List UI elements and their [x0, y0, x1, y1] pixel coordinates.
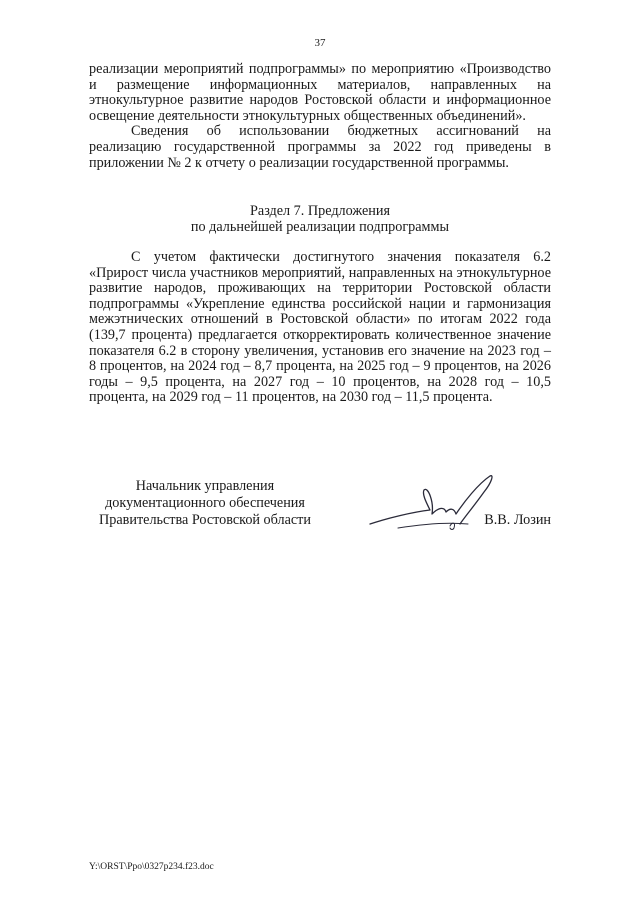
- signatory-position-line1: Начальник управления: [135, 478, 275, 494]
- signatory-position-line2: документационного обеспечения: [105, 495, 305, 511]
- intro-paragraph-budget: Сведения об использовании бюджетных ассигнований на реализацию государственной программы за 2022 год приведены в приложении № 2 к отчету о реализации государственной программы.: [89, 123, 551, 171]
- handwritten-signature: [368, 472, 508, 542]
- signatory-name: В.В. Лозин: [484, 512, 551, 528]
- section-title-line2: по дальнейшей реализации подпрограммы: [190, 219, 450, 235]
- intro-text: [89, 62, 551, 171]
- section-body-paragraph: С учетом фактически достигнутого значения показателя 6.2 «Прирост числа участников мероприятий, направленных на этнокультурное развитие народов, проживающих на территории Ростовской области подпрограммы «Укрепление единства российской нации и гармонизация межэтнических отношений в Ростовской области» по итогам 2022 года (139,7 процента) предлагается откорректировать количественное значение показателя 6.2 в сторону увеличения, установив его значение на 2023 год – 8 процентов, на 2024 год – 8,7 процента, на 2025 год – 9 процентов, на 2026 годы – 9,5 процента, на 2027 год – 10 процентов, на 2028 год – 10,5 процента, на 2029 год – 11 процентов, на 2030 год – 11,5 процента.: [89, 249, 551, 406]
- signatory-position: [80, 478, 330, 529]
- page-number: 37: [314, 37, 326, 49]
- file-path: Y:\ORST\Ppo\0327p234.f23.doc: [89, 862, 214, 872]
- signatory-position-line3: Правительства Ростовской области: [99, 512, 311, 528]
- section-title-line1: Раздел 7. Предложения: [250, 203, 390, 219]
- section-heading: [89, 203, 551, 235]
- intro-paragraph-continuation: реализации мероприятий подпрограммы» по мероприятию «Производство и размещение информационных материалов, направленных на этнокультурное развитие народов Ростовской области и информационное освещение деятельности этнокультурных общественных объединений».: [89, 61, 551, 124]
- section-body: [89, 250, 551, 406]
